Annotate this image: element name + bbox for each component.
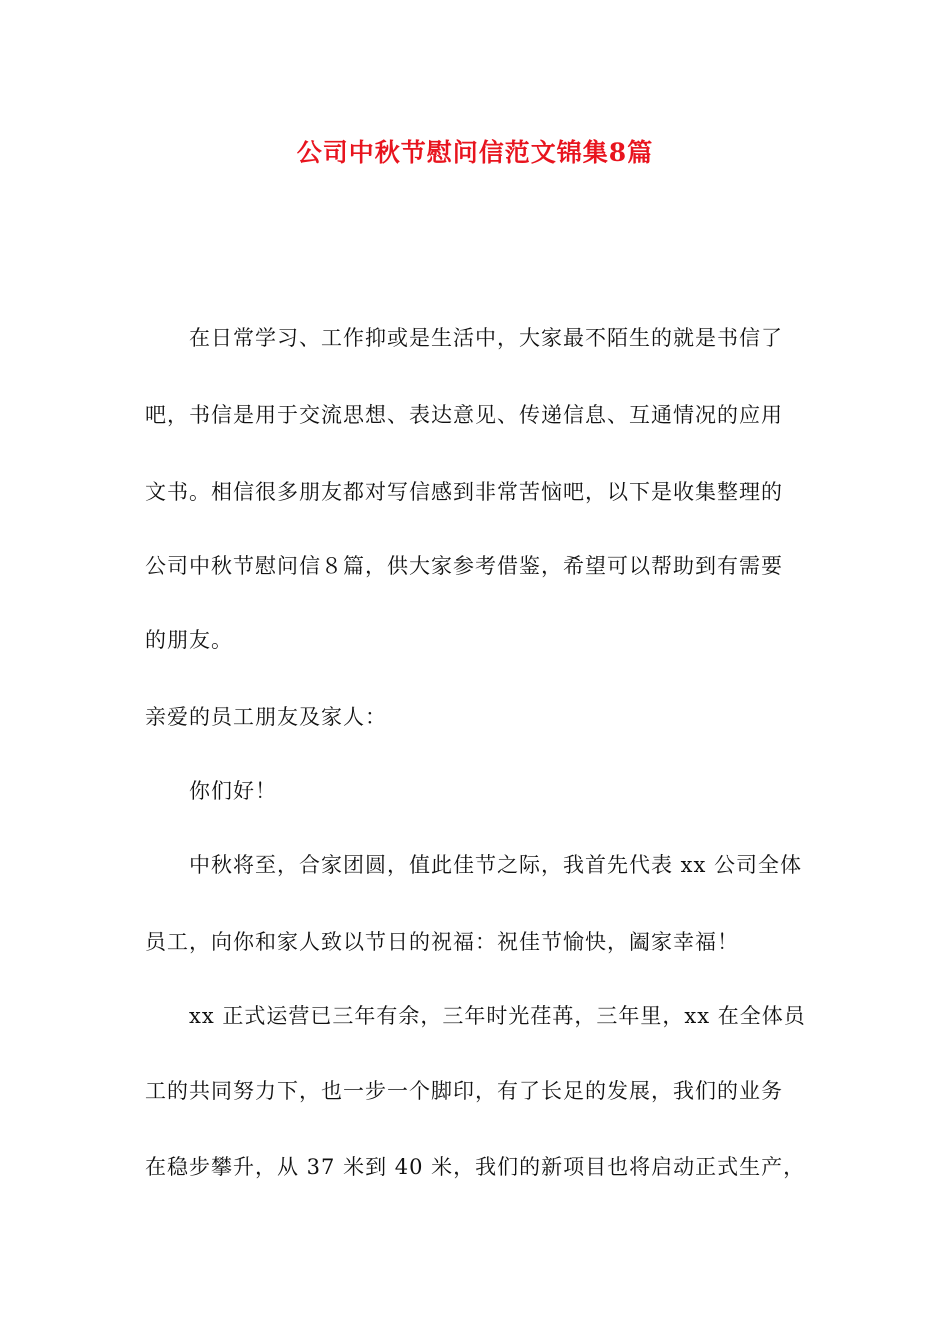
- paragraph-line: 公司中秋节慰问信８篇，供大家参考借鉴，希望可以帮助到有需要: [145, 554, 783, 578]
- greeting-line: 你们好！: [189, 779, 277, 803]
- paragraph-line: 的朋友。: [145, 628, 233, 652]
- paragraph-line: 吧，书信是用于交流思想、表达意见、传递信息、互通情况的应用: [145, 403, 783, 427]
- paragraph-line: 在日常学习、工作抑或是生活中，大家最不陌生的就是书信了: [189, 326, 783, 350]
- paragraph-line: 中秋将至，合家团圆，值此佳节之际，我首先代表 xx 公司全体: [189, 853, 803, 877]
- salutation-line: 亲爱的员工朋友及家人：: [145, 705, 387, 729]
- paragraph-line: xx 正式运营已三年有余，三年时光荏苒，三年里，xx 在全体员: [189, 1004, 806, 1028]
- paragraph-line: 在稳步攀升，从 37 米到 40 米，我们的新项目也将启动正式生产，: [145, 1155, 806, 1179]
- document-title: 公司中秋节慰问信范文锦集8篇: [296, 138, 654, 167]
- paragraph-line: 工的共同努力下，也一步一个脚印，有了长足的发展，我们的业务: [145, 1079, 783, 1103]
- paragraph-line: 员工，向你和家人致以节日的祝福：祝佳节愉快，阖家幸福！: [145, 930, 739, 954]
- paragraph-line: 文书。相信很多朋友都对写信感到非常苦恼吧，以下是收集整理的: [145, 480, 783, 504]
